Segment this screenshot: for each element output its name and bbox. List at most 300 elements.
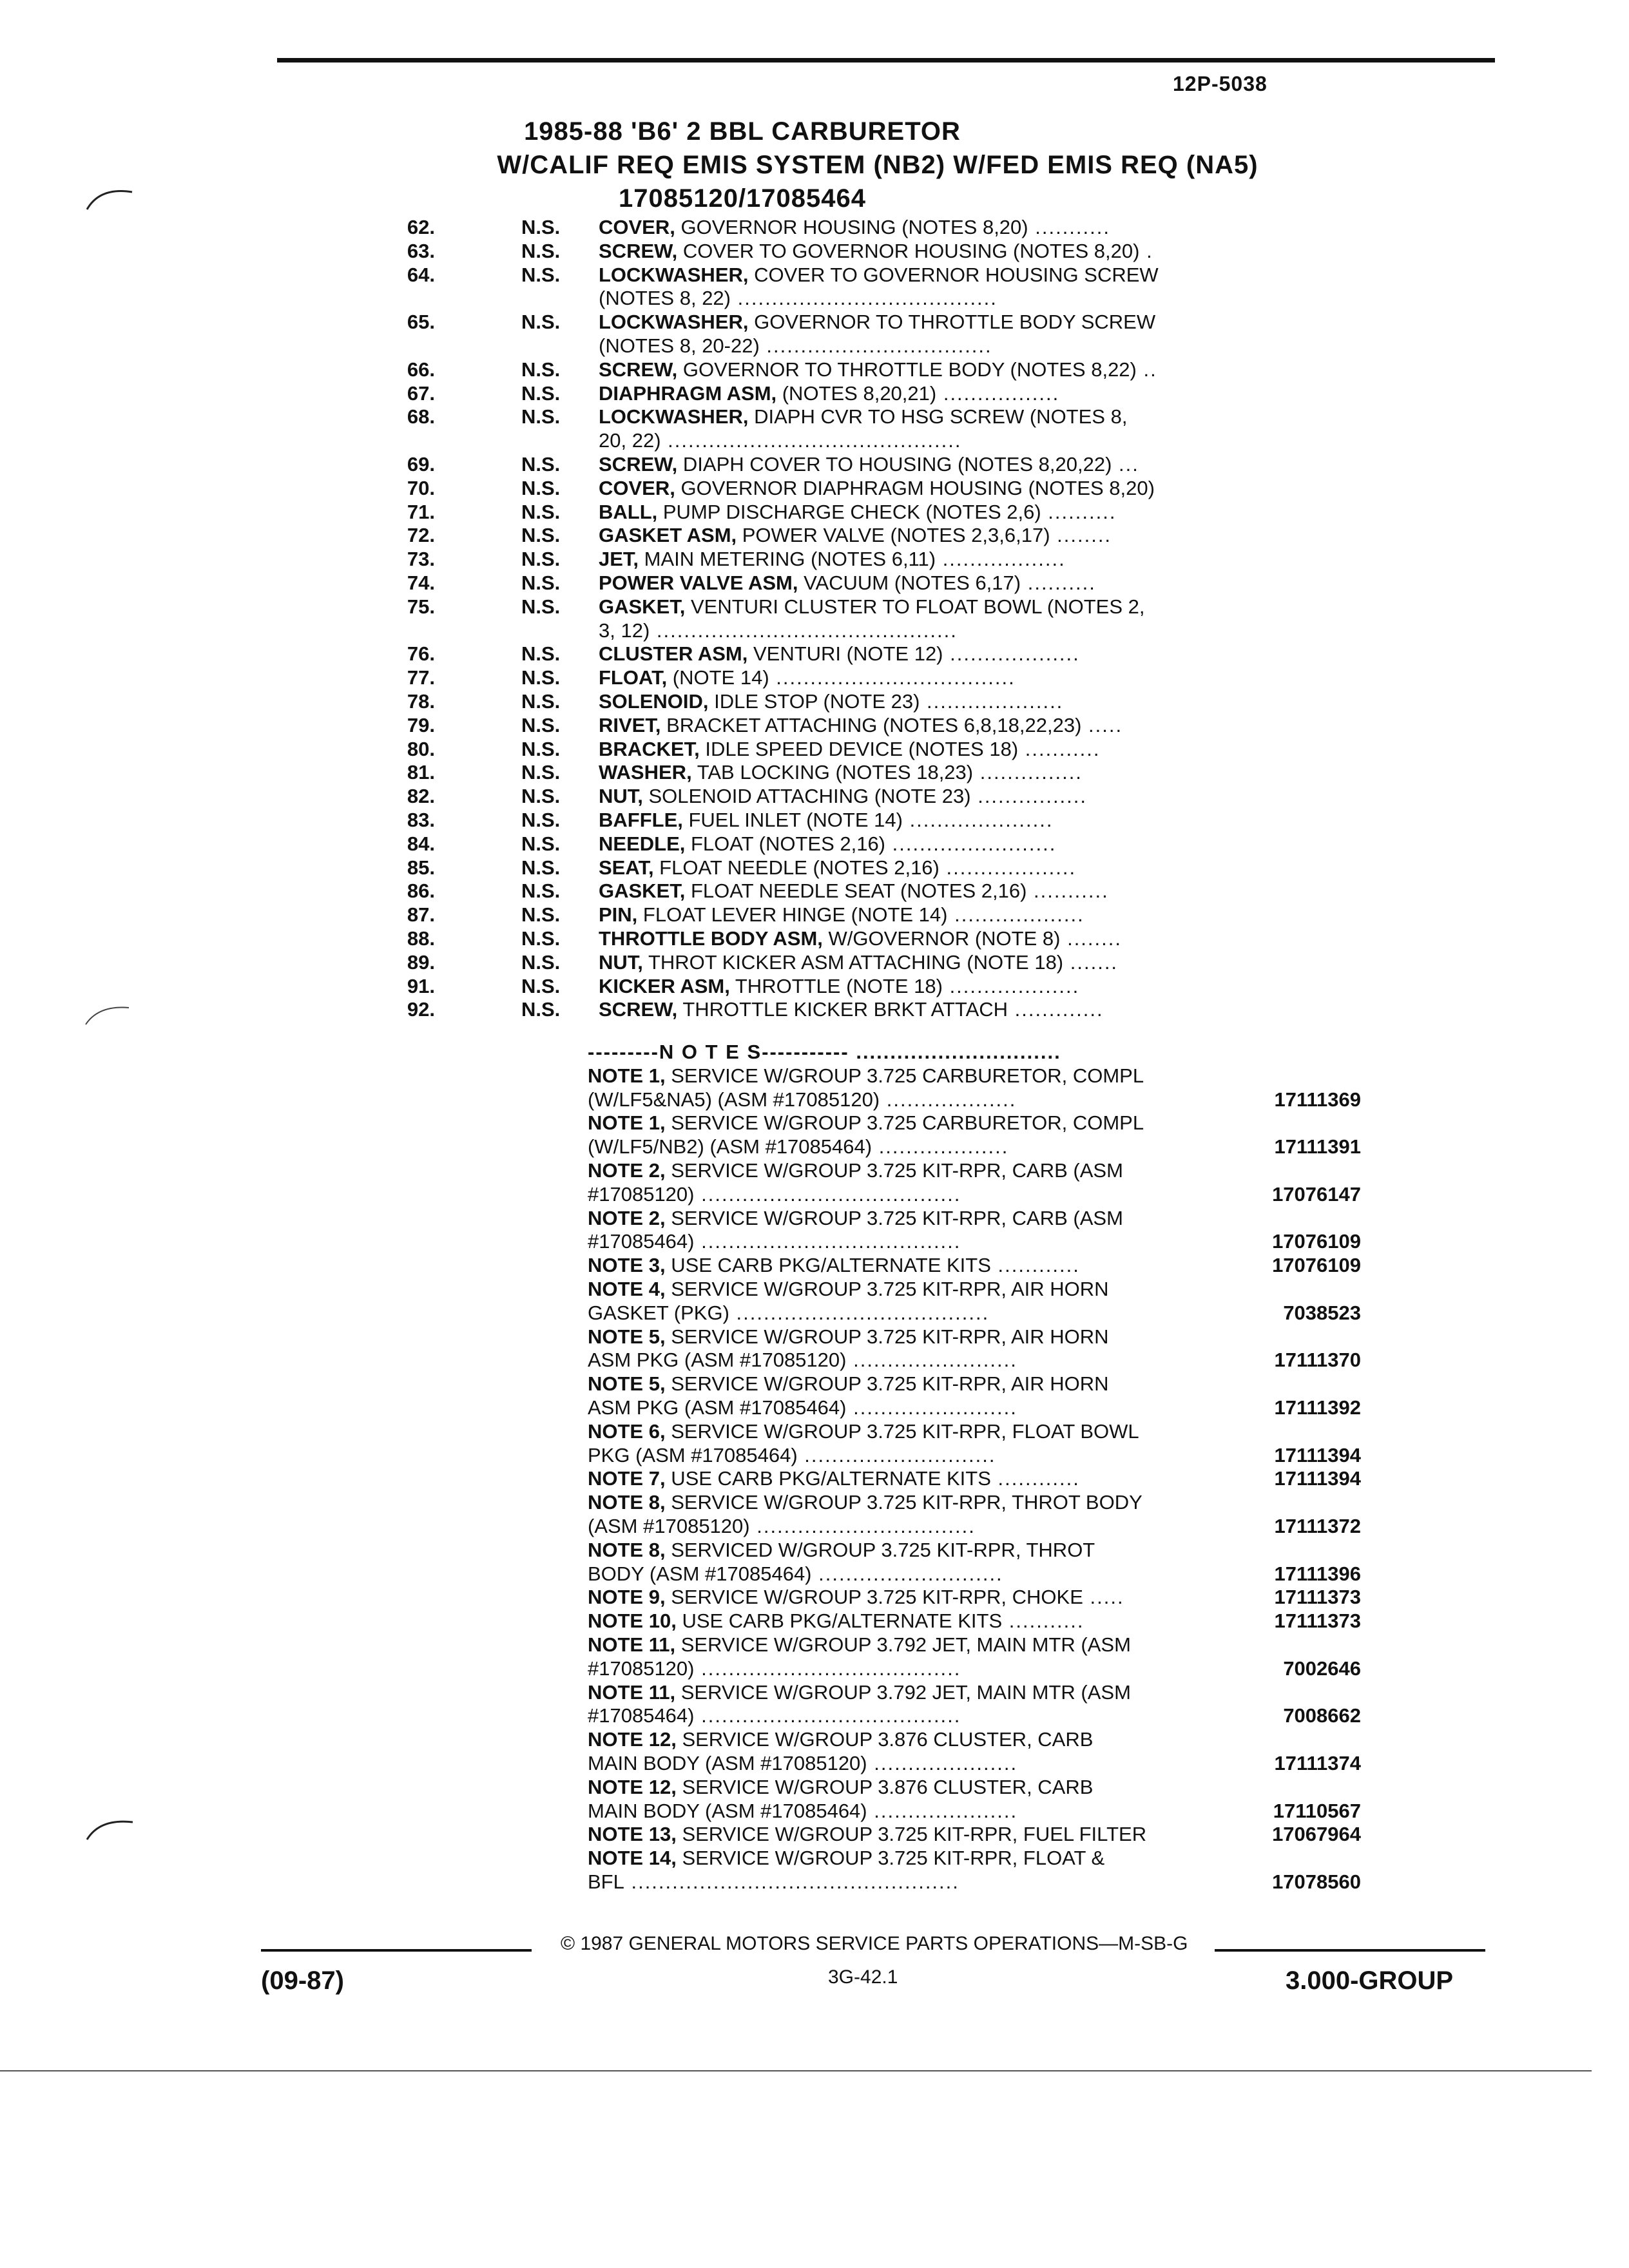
part-description	[599, 501, 1248, 524]
part-ns: N.S.	[521, 524, 561, 547]
item-keyword: NOTE 1,	[588, 1064, 666, 1087]
note-text	[588, 1728, 1232, 1776]
note-part-number: 17067964	[1272, 1823, 1361, 1846]
note-text	[588, 1610, 1232, 1633]
item-text: BRACKET ATTACHING (NOTES 6,8,18,22,23)	[660, 713, 1082, 736]
item-keyword: NOTE 5,	[588, 1325, 666, 1348]
leader-dots: ............	[990, 1254, 1080, 1277]
note-part-number: 17078560	[1272, 1870, 1361, 1893]
note-text	[588, 1278, 1232, 1325]
leader-dots: ............................	[797, 1443, 996, 1466]
item-keyword: NOTE 2,	[588, 1206, 666, 1229]
note-text	[588, 1159, 1232, 1207]
leader-dots: .....................	[902, 808, 1054, 831]
item-text: SERVICE W/GROUP 3.725 KIT-RPR, FLOAT &	[676, 1847, 1105, 1870]
item-keyword: SCREW,	[599, 452, 678, 476]
item-text: ASM PKG (ASM #17085464)	[588, 1396, 847, 1419]
text-line	[588, 1515, 1232, 1539]
footer-date-code: (09-87)	[261, 1966, 344, 1995]
part-row	[367, 595, 1250, 619]
text-line	[588, 1230, 1232, 1254]
part-number: 68.	[407, 405, 435, 428]
part-description	[599, 666, 1248, 690]
item-text: (W/LF5&NA5) (ASM #17085120)	[588, 1088, 880, 1111]
part-row	[367, 382, 1250, 406]
part-number: 71.	[407, 500, 435, 523]
leader-dots: .......	[1063, 950, 1119, 974]
item-keyword: NUT,	[599, 950, 643, 974]
leader-dots: ...................	[947, 903, 1084, 927]
text-line	[599, 311, 1248, 334]
item-keyword: GASKET,	[599, 595, 686, 618]
part-row	[367, 216, 1250, 240]
part-description	[599, 785, 1248, 809]
note-row	[588, 1823, 1367, 1847]
leader-dots: ......................................	[694, 1230, 961, 1253]
leader-dots: .....	[1081, 713, 1123, 736]
note-row	[588, 1491, 1367, 1539]
text-line	[588, 1349, 1232, 1372]
note-text	[588, 1467, 1232, 1491]
note-row	[588, 1728, 1367, 1776]
note-part-number: 7008662	[1283, 1704, 1361, 1727]
item-text: (ASM #17085120)	[588, 1514, 750, 1537]
part-description	[599, 903, 1248, 927]
part-number: 79.	[407, 713, 435, 736]
item-keyword: KICKER ASM,	[599, 974, 730, 997]
leader-dots: ...........	[1027, 879, 1109, 903]
part-number: 67.	[407, 381, 435, 405]
note-part-number: 17111394	[1274, 1467, 1361, 1490]
part-number: 65.	[407, 311, 435, 334]
item-text: THROTTLE (NOTE 18)	[729, 974, 943, 997]
part-ns	[521, 287, 599, 311]
text-line	[588, 1372, 1232, 1396]
part-ns: N.S.	[521, 500, 561, 523]
text-line	[599, 927, 1248, 951]
note-row	[588, 1681, 1367, 1729]
note-part-number: 17110567	[1273, 1799, 1361, 1822]
item-text: (NOTES 8,20,21)	[776, 381, 937, 405]
part-ns: N.S.	[521, 311, 561, 334]
item-text: FLOAT LEVER HINGE (NOTE 14)	[637, 903, 948, 927]
note-part-number: 17111392	[1274, 1396, 1361, 1419]
part-row	[367, 738, 1250, 762]
part-row	[367, 832, 1250, 856]
item-keyword: NOTE 9,	[588, 1586, 666, 1609]
part-row	[367, 856, 1250, 880]
part-description	[599, 998, 1248, 1022]
part-number: 80.	[407, 737, 435, 760]
note-row	[588, 1325, 1367, 1373]
item-text: FLOAT NEEDLE (NOTES 2,16)	[653, 856, 940, 879]
item-keyword: NOTE 12,	[588, 1775, 677, 1798]
text-line	[588, 1657, 1232, 1681]
item-text: (NOTES 8, 20-22)	[599, 334, 760, 357]
part-ns: N.S.	[521, 808, 561, 831]
item-text: MAIN BODY (ASM #17085120)	[588, 1751, 867, 1774]
part-description	[599, 809, 1248, 832]
part-ns: N.S.	[521, 595, 561, 618]
part-row	[367, 690, 1250, 714]
part-number: 73.	[407, 548, 435, 571]
item-text: USE CARB PKG/ALTERNATE KITS	[665, 1254, 991, 1277]
part-number	[367, 429, 435, 453]
note-part-number: 17111373	[1274, 1610, 1361, 1633]
item-text: DIAPH COVER TO HOUSING (NOTES 8,20,22)	[677, 452, 1112, 476]
item-text: SERVICE W/GROUP 3.876 CLUSTER, CARB	[676, 1775, 1094, 1798]
leader-dots: ......................................	[694, 1182, 961, 1206]
part-row	[367, 311, 1250, 334]
item-keyword: LOCKWASHER,	[599, 311, 749, 334]
footer-rule-right	[1215, 1949, 1485, 1952]
note-text	[588, 1207, 1232, 1254]
part-number: 81.	[407, 761, 435, 784]
text-line	[588, 1823, 1232, 1847]
item-keyword: NOTE 2,	[588, 1158, 666, 1182]
leader-dots: ...................	[872, 1135, 1009, 1158]
item-text: SERVICE W/GROUP 3.725 KIT-RPR, FUEL FILTER	[676, 1823, 1147, 1846]
item-text: VACUUM (NOTES 6,17)	[798, 571, 1021, 594]
text-line	[599, 856, 1248, 880]
part-ns: N.S.	[521, 666, 561, 689]
leader-dots: ......................................	[694, 1657, 961, 1680]
text-line	[599, 405, 1248, 429]
part-ns: N.S.	[521, 832, 561, 855]
item-text: GOVERNOR TO THROTTLE BODY SCREW	[748, 311, 1156, 334]
part-number: 91.	[407, 974, 435, 997]
item-text: GOVERNOR DIAPHRAGM HOUSING (NOTES 8,20)	[675, 476, 1155, 499]
part-row	[367, 548, 1250, 572]
note-text	[588, 1847, 1232, 1894]
leader-dots: ........	[1060, 927, 1122, 950]
item-text: PUMP DISCHARGE CHECK (NOTES 2,6)	[657, 500, 1041, 523]
item-text: USE CARB PKG/ALTERNATE KITS	[676, 1610, 1003, 1633]
leader-dots: ...................................	[769, 666, 1016, 689]
part-ns: N.S.	[521, 713, 561, 736]
part-row	[367, 879, 1250, 903]
text-line	[588, 1776, 1232, 1800]
item-text: SERVICE W/GROUP 3.725 KIT-RPR, AIR HORN	[665, 1277, 1109, 1300]
part-number: 62.	[407, 216, 435, 238]
text-line	[588, 1207, 1232, 1231]
part-row	[367, 453, 1250, 477]
part-description	[599, 334, 1248, 358]
part-ns: N.S.	[521, 689, 561, 713]
part-description	[599, 832, 1248, 856]
leader-dots: .................	[936, 381, 1060, 405]
part-number: 64.	[407, 263, 435, 286]
note-part-number: 7002646	[1283, 1657, 1361, 1680]
part-description	[599, 524, 1248, 548]
note-row	[588, 1420, 1367, 1468]
item-keyword: GASKET,	[599, 879, 686, 903]
item-text: BFL	[588, 1870, 624, 1893]
part-number: 77.	[407, 666, 435, 689]
leader-dots: ................................	[749, 1514, 976, 1537]
note-part-number: 17076109	[1272, 1254, 1361, 1277]
note-row	[588, 1372, 1367, 1420]
note-text	[588, 1325, 1232, 1373]
text-line	[588, 1491, 1232, 1515]
item-text: COVER TO GOVERNOR HOUSING SCREW	[748, 263, 1159, 286]
note-row	[588, 1064, 1367, 1112]
leader-dots: ........	[1050, 524, 1112, 547]
item-text: (NOTES 8, 22)	[599, 287, 731, 310]
note-row	[588, 1539, 1367, 1586]
part-number: 92.	[407, 998, 435, 1021]
part-ns: N.S.	[521, 998, 561, 1021]
leader-dots: ................................................	[624, 1870, 959, 1893]
part-row	[367, 903, 1250, 927]
part-description	[599, 216, 1248, 240]
item-keyword: NOTE 5,	[588, 1372, 666, 1396]
note-text	[588, 1491, 1232, 1539]
part-ns: N.S.	[521, 216, 561, 238]
part-row	[367, 524, 1250, 548]
note-row	[588, 1159, 1367, 1207]
text-line	[588, 1633, 1232, 1657]
leader-dots: ............	[990, 1467, 1080, 1490]
part-number	[367, 619, 435, 643]
item-keyword: SCREW,	[599, 239, 678, 262]
part-description	[599, 927, 1248, 951]
part-description	[599, 714, 1248, 738]
note-row	[588, 1254, 1367, 1278]
text-line	[599, 358, 1248, 382]
item-text: COVER TO GOVERNOR HOUSING (NOTES 8,20)	[677, 239, 1140, 262]
text-line	[599, 714, 1248, 738]
text-line	[599, 264, 1248, 287]
part-description	[599, 642, 1248, 666]
note-row	[588, 1586, 1367, 1610]
note-row	[588, 1776, 1367, 1823]
item-text: #17085464)	[588, 1704, 695, 1727]
notes-section	[588, 1041, 1367, 1894]
part-ns: N.S.	[521, 879, 561, 903]
text-line	[599, 453, 1248, 477]
part-number: 72.	[407, 524, 435, 547]
part-ns: N.S.	[521, 548, 561, 571]
leader-dots: ..	[1136, 358, 1157, 381]
text-line	[588, 1800, 1232, 1823]
part-row	[367, 264, 1250, 287]
item-text: GOVERNOR TO THROTTLE BODY (NOTES 8,22)	[677, 358, 1137, 381]
text-line	[599, 595, 1248, 619]
part-description	[599, 382, 1248, 406]
part-ns	[521, 334, 599, 358]
item-keyword: NOTE 8,	[588, 1538, 666, 1561]
text-line	[588, 1467, 1232, 1491]
item-keyword: SEAT,	[599, 856, 654, 879]
text-line	[599, 216, 1248, 240]
text-line	[599, 429, 1248, 453]
leader-dots: .	[1139, 239, 1153, 262]
text-line	[599, 240, 1248, 264]
part-number: 86.	[407, 879, 435, 903]
part-description	[599, 856, 1248, 880]
note-text	[588, 1823, 1232, 1847]
part-row	[367, 287, 1250, 311]
note-text	[588, 1586, 1232, 1610]
part-description	[599, 405, 1248, 429]
part-row	[367, 642, 1250, 666]
text-line	[588, 1752, 1232, 1776]
part-row	[367, 927, 1250, 951]
leader-dots: ...................	[943, 642, 1080, 666]
item-keyword: NOTE 11,	[588, 1680, 676, 1704]
footer-group: 3.000-GROUP	[1286, 1966, 1454, 1995]
note-row	[588, 1847, 1367, 1894]
item-text: VENTURI CLUSTER TO FLOAT BOWL (NOTES 2,	[685, 595, 1145, 618]
part-description	[599, 951, 1248, 975]
item-keyword: RIVET,	[599, 713, 661, 736]
leader-dots: .....................................	[729, 1301, 990, 1324]
part-number: 82.	[407, 785, 435, 808]
part-description	[599, 619, 1248, 643]
text-line	[588, 1539, 1232, 1562]
note-text	[588, 1254, 1232, 1278]
text-line	[588, 1704, 1232, 1728]
part-number	[367, 287, 435, 311]
note-text	[588, 1539, 1232, 1586]
part-row	[367, 761, 1250, 785]
part-ns: N.S.	[521, 761, 561, 784]
text-line	[588, 1278, 1232, 1302]
text-line	[588, 1586, 1232, 1610]
note-text	[588, 1633, 1232, 1681]
part-ns: N.S.	[521, 974, 561, 997]
leader-dots: ...........	[1002, 1610, 1084, 1633]
text-line	[588, 1325, 1232, 1349]
part-ns: N.S.	[521, 476, 561, 499]
part-row	[367, 785, 1250, 809]
part-ns	[521, 619, 599, 643]
item-keyword: NOTE 3,	[588, 1254, 666, 1277]
part-description	[599, 690, 1248, 714]
item-keyword: NOTE 13,	[588, 1823, 677, 1846]
item-text: VENTURI (NOTE 12)	[747, 642, 943, 666]
text-line	[599, 975, 1248, 999]
part-number	[367, 334, 435, 358]
leader-dots: ........................	[885, 832, 1057, 855]
note-row	[588, 1633, 1367, 1681]
part-ns: N.S.	[521, 856, 561, 879]
part-description	[599, 358, 1248, 382]
leader-dots: ...	[1112, 452, 1139, 476]
leader-dots: ........................	[846, 1349, 1017, 1372]
part-ns: N.S.	[521, 263, 561, 286]
note-part-number: 17111394	[1274, 1443, 1361, 1466]
part-row	[367, 477, 1250, 501]
text-line	[599, 548, 1248, 572]
item-text: IDLE STOP (NOTE 23)	[708, 689, 920, 713]
part-number: 66.	[407, 358, 435, 381]
text-line	[599, 524, 1248, 548]
item-text: POWER VALVE (NOTES 2,3,6,17)	[737, 524, 1050, 547]
item-keyword: COVER,	[599, 476, 675, 499]
leader-dots: ................	[970, 785, 1088, 808]
text-line	[599, 738, 1248, 762]
item-keyword: SCREW,	[599, 358, 678, 381]
item-text: #17085120)	[588, 1657, 695, 1680]
item-text: W/GOVERNOR (NOTE 8)	[822, 927, 1061, 950]
text-line	[599, 619, 1248, 643]
item-keyword: NEEDLE,	[599, 832, 686, 855]
part-description	[599, 264, 1248, 287]
item-text: SERVICE W/GROUP 3.725 KIT-RPR, CHOKE	[665, 1586, 1083, 1609]
text-line	[588, 1159, 1232, 1183]
text-line	[588, 1420, 1232, 1444]
part-ns: N.S.	[521, 381, 561, 405]
punch-mark-bottom	[84, 1811, 135, 1843]
item-text: FUEL INLET (NOTE 14)	[682, 808, 903, 831]
part-description	[599, 287, 1248, 311]
part-description	[599, 879, 1248, 903]
leader-dots: .....................	[867, 1799, 1018, 1822]
text-line	[588, 1870, 1232, 1894]
item-keyword: NOTE 11,	[588, 1633, 676, 1656]
item-text: SERVICE W/GROUP 3.725 KIT-RPR, CARB (ASM	[665, 1158, 1123, 1182]
leader-dots: ...............	[973, 761, 1083, 784]
leader-dots: ..................	[936, 548, 1066, 571]
item-text: THROT KICKER ASM ATTACHING (NOTE 18)	[642, 950, 1064, 974]
item-keyword: PIN,	[599, 903, 638, 927]
leader-dots: ...................	[939, 856, 1077, 879]
part-ns: N.S.	[521, 950, 561, 974]
item-keyword: LOCKWASHER,	[599, 263, 749, 286]
part-row	[367, 429, 1250, 453]
leader-dots: ........................	[846, 1396, 1017, 1419]
item-keyword: SCREW,	[599, 998, 678, 1021]
text-line	[588, 1088, 1232, 1112]
leader-dots: ......................................	[731, 287, 998, 310]
top-rule	[277, 58, 1495, 62]
item-keyword: GASKET ASM,	[599, 524, 737, 547]
note-text	[588, 1372, 1232, 1420]
note-text	[588, 1776, 1232, 1823]
text-line	[588, 1847, 1232, 1870]
part-description	[599, 548, 1248, 572]
part-number: 89.	[407, 950, 435, 974]
item-text: (NOTE 14)	[667, 666, 769, 689]
item-text: GOVERNOR HOUSING (NOTES 8,20)	[675, 216, 1028, 238]
text-line	[599, 690, 1248, 714]
item-keyword: NOTE 7,	[588, 1467, 666, 1490]
item-text: SOLENOID ATTACHING (NOTE 23)	[642, 785, 971, 808]
part-row	[367, 714, 1250, 738]
note-part-number: 17076109	[1272, 1230, 1361, 1253]
part-number: 85.	[407, 856, 435, 879]
text-line	[588, 1183, 1232, 1207]
note-row	[588, 1111, 1367, 1159]
leader-dots: ...........	[1028, 216, 1110, 238]
note-part-number: 17111369	[1274, 1088, 1361, 1111]
item-text: SERVICE W/GROUP 3.725 KIT-RPR, AIR HORN	[665, 1372, 1109, 1396]
item-text: #17085464)	[588, 1230, 695, 1253]
text-line	[599, 951, 1248, 975]
part-ns: N.S.	[521, 452, 561, 476]
part-number: 87.	[407, 903, 435, 927]
leader-dots: .................................	[759, 334, 992, 357]
punch-mark-middle	[82, 997, 134, 1030]
text-line	[599, 666, 1248, 690]
text-line	[599, 809, 1248, 832]
text-line	[599, 572, 1248, 595]
part-ns: N.S.	[521, 785, 561, 808]
note-part-number: 17111373	[1274, 1586, 1361, 1609]
leader-dots: .....	[1083, 1586, 1124, 1609]
